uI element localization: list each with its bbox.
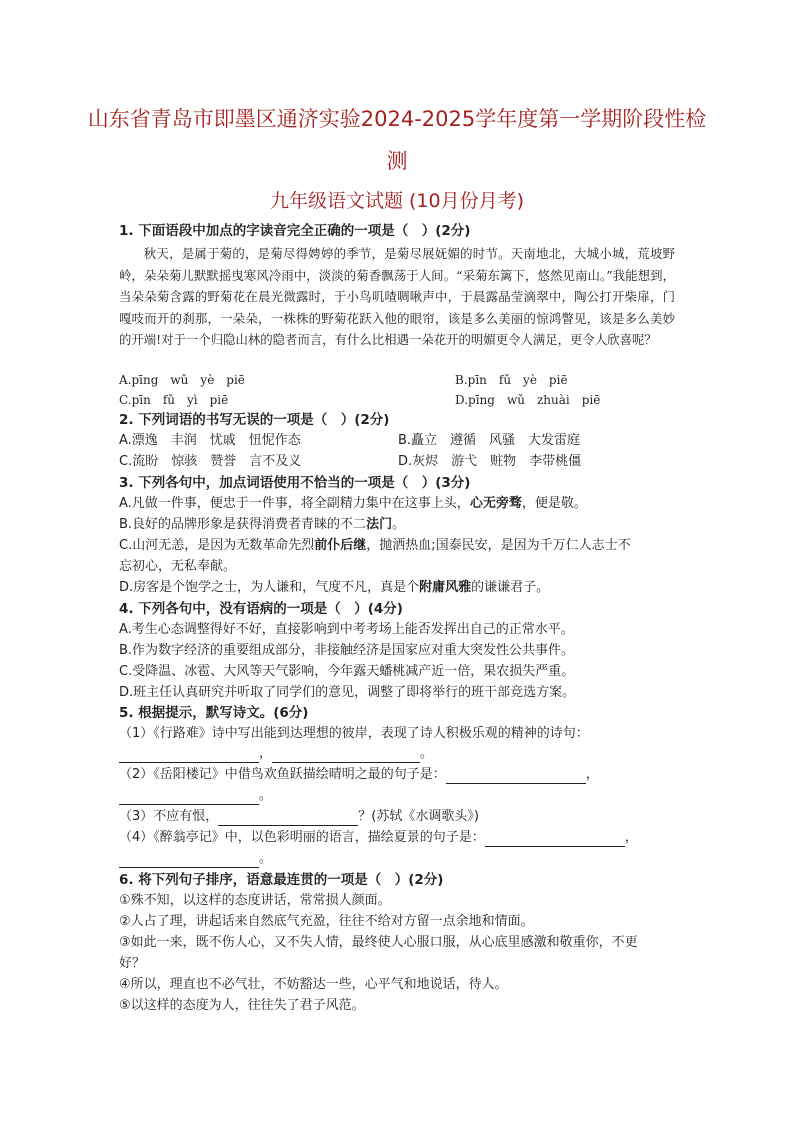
answer-blank[interactable] xyxy=(218,811,358,826)
q5-item-2-blanks: 。 xyxy=(119,787,272,805)
answer-blank[interactable] xyxy=(119,748,259,763)
q5-item-3: （3）不应有恨， ？(苏轼《水调歌头》) xyxy=(119,809,479,824)
answer-blank[interactable] xyxy=(485,832,625,847)
q4-option-a: A.考生心态调整得好不好，直接影响到中考考场上能否发挥出自己的正常水平。 xyxy=(119,622,574,637)
question-6-stem: 6. 将下列句子排序，语意最连贯的一项是（ ）(2分) xyxy=(119,872,444,888)
question-2-stem: 2. 下列词语的书写无误的一项是（ ）(2分) xyxy=(119,412,390,428)
question-1-stem: 1. 下面语段中加点的字读音完全正确的一项是（ ）(2分) xyxy=(119,223,471,239)
answer-blank[interactable] xyxy=(446,769,586,784)
q3-c-dotted-word: 前仆后继 xyxy=(314,538,367,553)
q3-b-dotted-word: 法门 xyxy=(366,517,393,532)
q2-option-d: D.灰烬 游弋 赃物 李带桃僵 xyxy=(398,454,582,469)
q3-option-c-continued: 忘初心，无私奉献。 xyxy=(119,559,237,574)
q6-sentence-1: ①殊不知，以这样的态度讲话，常常损人颜面。 xyxy=(119,893,391,908)
q3-d-dotted-word: 附庸风雅 xyxy=(419,580,472,595)
q3-option-c: C.山河无恙，是因为无数革命先烈前仆后继，抛洒热血;国泰民安，是因为千万仁人志士不 xyxy=(119,538,631,553)
q6-sentence-5: ⑤以这样的态度为人，往往失了君子风范。 xyxy=(119,998,365,1013)
q5-item-2: （2）《岳阳楼记》中借鸟欢鱼跃描绘晴明之最的句子是： ， xyxy=(119,767,599,782)
q6-sentence-3-continued: 好？ xyxy=(119,956,146,971)
q2-option-b: B.矗立 遵循 风骚 大发雷庭 xyxy=(398,433,581,448)
q6-sentence-2: ②人占了理，讲起话来自然底气充盈，往往不给对方留一点余地和情面。 xyxy=(119,914,534,929)
exam-title-line2: 测 xyxy=(386,149,408,173)
exam-subtitle: 九年级语文试题 (10月份月考) xyxy=(269,190,525,212)
q1-option-c: C.pīn fǔ yì piē xyxy=(119,393,229,407)
q5-item-1-blanks: ， 。 xyxy=(119,745,433,763)
q3-a-dotted-word: 心无旁骛 xyxy=(469,496,522,511)
q5-item-1: （1）《行路难》诗中写出能到达理想的彼岸，表现了诗人积极乐观的精神的诗句： xyxy=(119,726,589,741)
q4-option-d: D.班主任认真研究并听取了同学们的意见，调整了即将举行的班干部竞选方案。 xyxy=(119,685,576,700)
q6-sentence-3: ③如此一来，既不伤人心，又不失人情，最终使人心服口服，从心底里感激和敬重你，不更 xyxy=(119,935,638,950)
question-5-stem: 5. 根据提示，默写诗文。(6分) xyxy=(119,705,309,721)
q4-option-b: B.作为数字经济的重要组成部分，非接触经济是国家应对重大突发性公共事件。 xyxy=(119,643,575,658)
q3-option-b: B.良好的品牌形象是获得消费者青睐的不二法门。 xyxy=(119,517,406,532)
exam-title-line1: 山东省青岛市即墨区通济实验2024-2025学年度第一学期阶段性检 xyxy=(87,107,707,131)
q3-option-d: D.房客是个饱学之士，为人谦和，气度不凡，真是个附庸风雅的谦谦君子。 xyxy=(119,580,550,595)
q1-option-b: B.pīn fǔ yè piē xyxy=(455,373,568,387)
q1-option-a: A.pīng wǔ yè piē xyxy=(119,373,245,387)
question-4-stem: 4. 下列各句中，没有语病的一项是（ ）(4分) xyxy=(119,601,403,617)
answer-blank[interactable] xyxy=(272,748,420,763)
q4-option-c: C.受降温、冰雹、大风等天气影响，今年露天蟠桃减产近一倍，果农损失严重。 xyxy=(119,664,575,679)
q3-option-a: A.凡做一件事，便忠于一件事，将全副精力集中在这事上头，心无旁骛，便是敬。 xyxy=(119,496,587,511)
q2-option-a: A.漂逸 丰润 忧戚 忸怩作态 xyxy=(119,433,301,448)
q2-option-c: C.流盼 惊骇 赞誉 言不及义 xyxy=(119,454,302,469)
q5-item-4: （4）《醉翁亭记》中，以色彩明丽的语言，描绘夏景的句子是： ， xyxy=(119,830,638,845)
question-1-passage: 秋天，是属于菊的，是菊尽得娉婷的季节，是菊尽展妩媚的时节。天南地北，大城小城，荒坡野岭，朵朵菊儿默默摇曳寒风冷雨中，淡淡的菊香飘荡于人间。“采菊东篱下，悠然见南山。”我能想到，当朵朵菊含露的野菊花在晨光微露时，于小鸟叽喳啁啾声中，于晨露晶莹滴翠中，陶公打开柴扉，门嘎吱而开的刹那，一朵朵，一株株的野菊花跃入他的眼帘，该是多么美丽的惊鸿瞥见，该是多么美妙的开端!对于一个归隐山林的隐者而言，有什么比相遇一朵花开的明媚更令人满足，更令人欣喜呢？ xyxy=(119,246,675,347)
question-3-stem: 3. 下列各句中，加点词语使用不恰当的一项是（ ）(3分) xyxy=(119,475,471,491)
q6-sentence-4: ④所以，理直也不必气壮，不妨豁达一些，心平气和地说话，待人。 xyxy=(119,977,508,992)
answer-blank[interactable] xyxy=(119,790,259,805)
answer-blank[interactable] xyxy=(119,853,259,868)
q5-item-4-blanks: 。 xyxy=(119,850,272,868)
q1-option-d: D.pīng wǔ zhuài piē xyxy=(455,393,601,407)
